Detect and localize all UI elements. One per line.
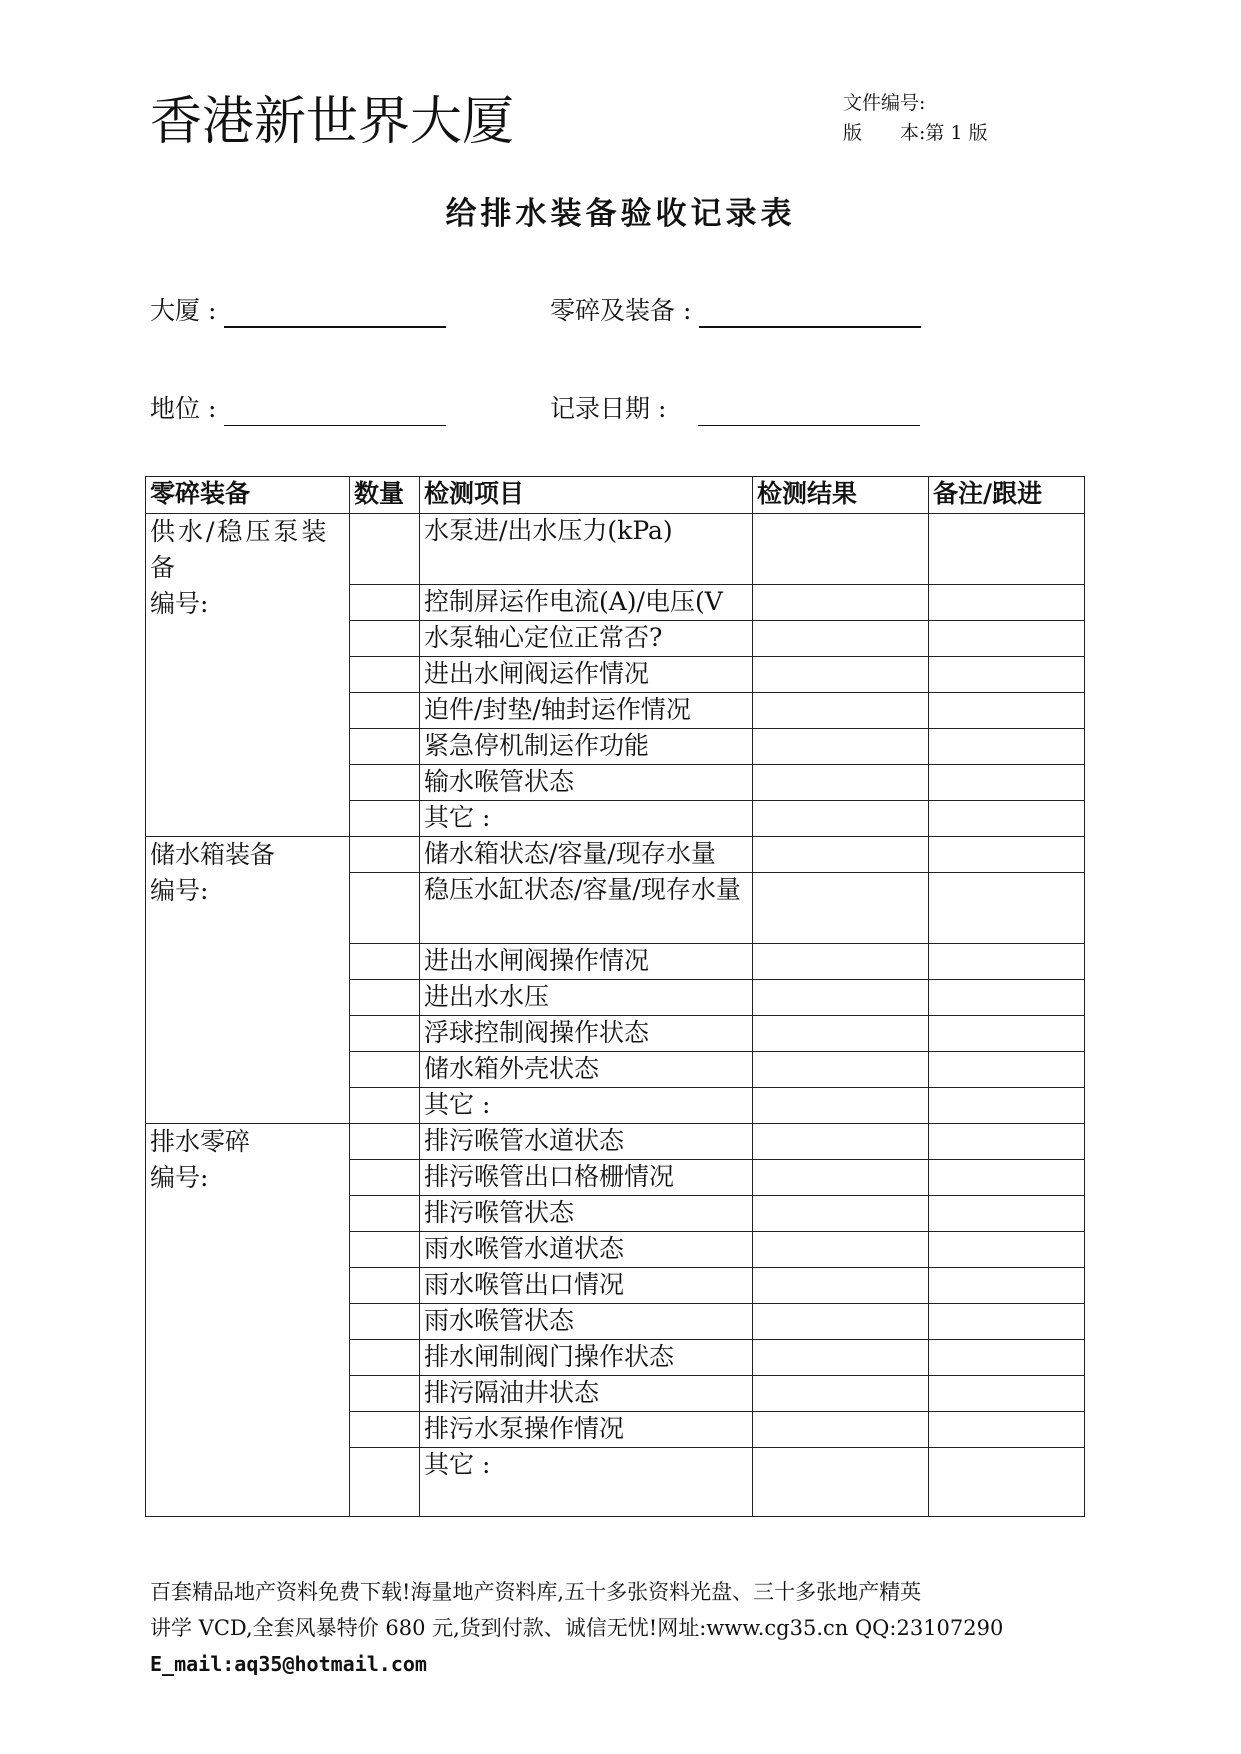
remarks-cell[interactable] — [929, 1268, 1085, 1304]
footer-line-1: 百套精品地产资料免费下载!海量地产资料库,五十多张资料光盘、三十多张地产精英 — [150, 1580, 922, 1604]
inspection-item: 紧急停机制运作功能 — [420, 729, 753, 765]
result-cell[interactable] — [753, 1448, 929, 1517]
remarks-cell[interactable] — [929, 693, 1085, 729]
quantity-cell[interactable] — [350, 1412, 420, 1448]
footer-advertisement — [150, 1574, 1110, 1682]
equipment-field — [550, 294, 921, 328]
quantity-cell[interactable] — [350, 873, 420, 944]
location-input-line[interactable] — [224, 395, 446, 426]
group-cell-pump — [146, 514, 350, 837]
remarks-cell[interactable] — [929, 1448, 1085, 1517]
result-cell[interactable] — [753, 1196, 929, 1232]
remarks-cell[interactable] — [929, 1124, 1085, 1160]
location-label: 地位 : — [150, 394, 217, 423]
table-row — [146, 1124, 1085, 1160]
quantity-cell[interactable] — [350, 693, 420, 729]
inspection-item: 排水闸制阀门操作状态 — [420, 1340, 753, 1376]
record-date-input-line[interactable] — [698, 395, 920, 426]
quantity-cell[interactable] — [350, 801, 420, 837]
header-remarks: 备注/跟进 — [929, 477, 1085, 514]
inspection-item: 排污喉管水道状态 — [420, 1124, 753, 1160]
inspection-item: 输水喉管状态 — [420, 765, 753, 801]
quantity-cell[interactable] — [350, 944, 420, 980]
quantity-cell[interactable] — [350, 1160, 420, 1196]
group-code-label: 编号: — [150, 876, 209, 905]
result-cell[interactable] — [753, 621, 929, 657]
inspection-item: 排污喉管出口格栅情况 — [420, 1160, 753, 1196]
result-cell[interactable] — [753, 1268, 929, 1304]
quantity-cell[interactable] — [350, 514, 420, 585]
quantity-cell[interactable] — [350, 1268, 420, 1304]
building-input-line[interactable] — [224, 296, 446, 328]
inspection-item: 水泵轴心定位正常否? — [420, 621, 753, 657]
result-cell[interactable] — [753, 1160, 929, 1196]
remarks-cell[interactable] — [929, 1232, 1085, 1268]
remarks-cell[interactable] — [929, 621, 1085, 657]
remarks-cell[interactable] — [929, 1088, 1085, 1124]
form-title: 给排水装备验收记录表 — [445, 196, 796, 232]
remarks-cell[interactable] — [929, 944, 1085, 980]
inspection-item: 迫件/封垫/轴封运作情况 — [420, 693, 753, 729]
table-row — [146, 514, 1085, 585]
result-cell[interactable] — [753, 1232, 929, 1268]
group-name: 排水零碎 — [150, 1127, 251, 1156]
inspection-item: 雨水喉管水道状态 — [420, 1232, 753, 1268]
quantity-cell[interactable] — [350, 1016, 420, 1052]
quantity-cell[interactable] — [350, 980, 420, 1016]
result-cell[interactable] — [753, 944, 929, 980]
result-cell[interactable] — [753, 1016, 929, 1052]
inspection-item: 进出水闸阀运作情况 — [420, 657, 753, 693]
remarks-cell[interactable] — [929, 1016, 1085, 1052]
inspection-item: 进出水水压 — [420, 980, 753, 1016]
result-cell[interactable] — [753, 1376, 929, 1412]
table-row — [146, 837, 1085, 873]
quantity-cell[interactable] — [350, 585, 420, 621]
inspection-item: 控制屏运作电流(A)/电压(V — [420, 585, 753, 621]
building-field — [150, 294, 446, 328]
inspection-item: 其它 : — [420, 1448, 753, 1517]
result-cell[interactable] — [753, 1304, 929, 1340]
inspection-item: 水泵进/出水压力(kPa) — [420, 514, 753, 585]
result-cell[interactable] — [753, 801, 929, 837]
quantity-cell[interactable] — [350, 765, 420, 801]
remarks-cell[interactable] — [929, 514, 1085, 585]
remarks-cell[interactable] — [929, 980, 1085, 1016]
footer-email: E_mail:aq35@hotmail.com — [150, 1652, 427, 1676]
remarks-cell[interactable] — [929, 1412, 1085, 1448]
result-cell[interactable] — [753, 1340, 929, 1376]
remarks-cell[interactable] — [929, 729, 1085, 765]
document-meta — [843, 88, 988, 148]
quantity-cell[interactable] — [350, 1052, 420, 1088]
quantity-cell[interactable] — [350, 621, 420, 657]
remarks-cell[interactable] — [929, 1304, 1085, 1340]
remarks-cell[interactable] — [929, 1376, 1085, 1412]
inspection-item: 进出水闸阀操作情况 — [420, 944, 753, 980]
quantity-cell[interactable] — [350, 729, 420, 765]
header-quantity: 数量 — [350, 477, 420, 514]
group-name: 供水/稳压泵装备 — [150, 517, 330, 582]
equipment-label: 零碎及装备 : — [550, 296, 692, 325]
record-date-field — [550, 392, 920, 426]
inspection-item: 储水箱状态/容量/现存水量 — [420, 837, 753, 873]
remarks-cell[interactable] — [929, 1196, 1085, 1232]
quantity-cell[interactable] — [350, 1232, 420, 1268]
remarks-cell[interactable] — [929, 1052, 1085, 1088]
result-cell[interactable] — [753, 1052, 929, 1088]
remarks-cell[interactable] — [929, 657, 1085, 693]
location-field — [150, 392, 446, 426]
inspection-item: 排污喉管状态 — [420, 1196, 753, 1232]
result-cell[interactable] — [753, 729, 929, 765]
quantity-cell[interactable] — [350, 1448, 420, 1517]
group-name: 储水箱装备 — [150, 840, 276, 869]
remarks-cell[interactable] — [929, 585, 1085, 621]
result-cell[interactable] — [753, 765, 929, 801]
result-cell[interactable] — [753, 980, 929, 1016]
remarks-cell[interactable] — [929, 1160, 1085, 1196]
building-label: 大厦 : — [150, 296, 217, 325]
doc-number-label: 文件编号: — [843, 92, 926, 114]
inspection-item: 其它 : — [420, 1088, 753, 1124]
header-inspection-item: 检测项目 — [420, 477, 753, 514]
inspection-item: 雨水喉管出口情况 — [420, 1268, 753, 1304]
group-code-label: 编号: — [150, 1163, 209, 1192]
remarks-cell[interactable] — [929, 765, 1085, 801]
record-date-label: 记录日期 : — [550, 394, 667, 423]
remarks-cell[interactable] — [929, 873, 1085, 944]
header-equipment: 零碎装备 — [146, 477, 350, 514]
quantity-cell[interactable] — [350, 1304, 420, 1340]
result-cell[interactable] — [753, 585, 929, 621]
inspection-item: 排污隔油井状态 — [420, 1376, 753, 1412]
remarks-cell[interactable] — [929, 1340, 1085, 1376]
inspection-item: 浮球控制阀操作状态 — [420, 1016, 753, 1052]
result-cell[interactable] — [753, 514, 929, 585]
inspection-table — [145, 476, 1085, 1517]
inspection-item: 储水箱外壳状态 — [420, 1052, 753, 1088]
quantity-cell[interactable] — [350, 657, 420, 693]
quantity-cell[interactable] — [350, 1340, 420, 1376]
result-cell[interactable] — [753, 1088, 929, 1124]
result-cell[interactable] — [753, 693, 929, 729]
equipment-input-line[interactable] — [699, 296, 921, 328]
remarks-cell[interactable] — [929, 837, 1085, 873]
quantity-cell[interactable] — [350, 1196, 420, 1232]
group-code-label: 编号: — [150, 589, 209, 618]
result-cell[interactable] — [753, 1124, 929, 1160]
quantity-cell[interactable] — [350, 837, 420, 873]
company-name: 香港新世界大厦 — [150, 92, 515, 152]
inspection-item: 排污水泵操作情况 — [420, 1412, 753, 1448]
inspection-item: 稳压水缸状态/容量/现存水量 — [420, 873, 753, 944]
table-header-row — [146, 477, 1085, 514]
remarks-cell[interactable] — [929, 801, 1085, 837]
inspection-item: 雨水喉管状态 — [420, 1304, 753, 1340]
quantity-cell[interactable] — [350, 1124, 420, 1160]
result-cell[interactable] — [753, 837, 929, 873]
inspection-item: 其它 : — [420, 801, 753, 837]
result-cell[interactable] — [753, 873, 929, 944]
version-label: 版 本:第 1 版 — [843, 122, 988, 144]
result-cell[interactable] — [753, 657, 929, 693]
result-cell[interactable] — [753, 1412, 929, 1448]
group-cell-tank — [146, 837, 350, 1124]
quantity-cell[interactable] — [350, 1376, 420, 1412]
group-cell-drainage — [146, 1124, 350, 1517]
footer-line-2: 讲学 VCD,全套风暴特价 680 元,货到付款、诚信无忧!网址:www.cg35.cn QQ:23107290 — [150, 1616, 1004, 1640]
quantity-cell[interactable] — [350, 1088, 420, 1124]
header-result: 检测结果 — [753, 477, 929, 514]
